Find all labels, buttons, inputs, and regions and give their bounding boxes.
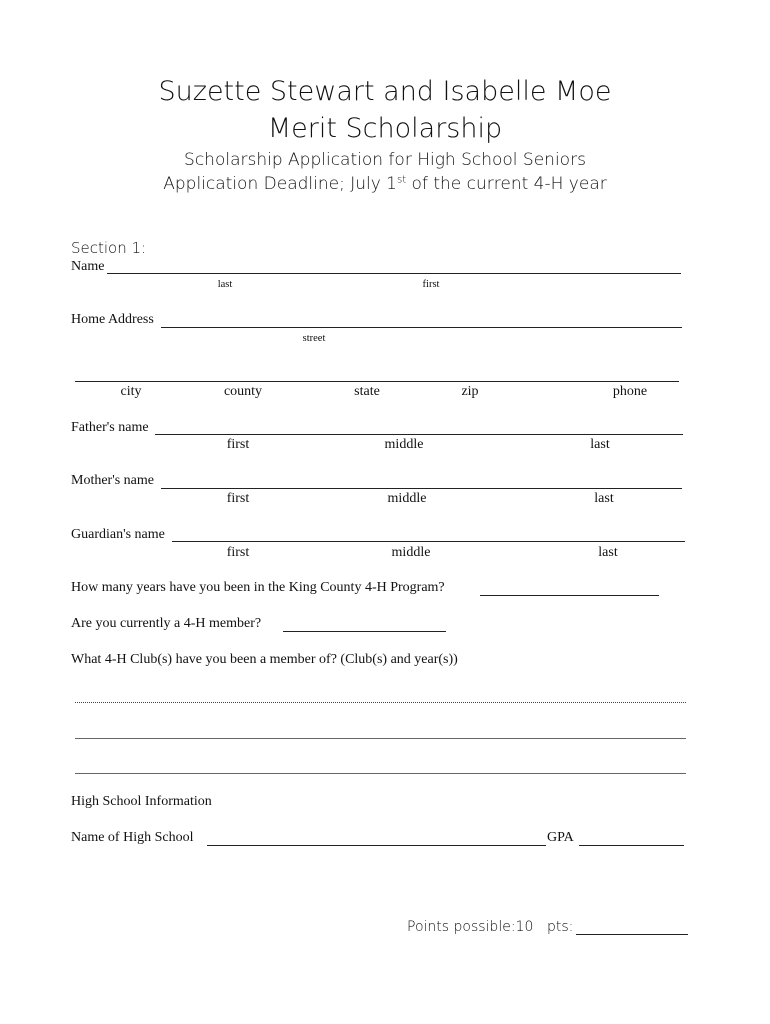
home-address-field[interactable]	[161, 327, 682, 328]
high-school-name-label: Name of High School	[71, 830, 194, 845]
pts-label: pts:	[547, 919, 574, 935]
title-line-2: Merit Scholarship	[267, 113, 503, 144]
guardian-name-field[interactable]	[172, 541, 685, 542]
points-possible: Points possible:10	[407, 919, 534, 935]
home-address-label: Home Address	[71, 312, 154, 327]
clubs-answer-line-2[interactable]	[75, 738, 686, 739]
title-line-1: Suzette Stewart and Isabelle Moe	[158, 76, 612, 107]
deadline-text-post: of the current 4-H year	[406, 174, 607, 194]
address-sub-city: city	[120, 384, 142, 399]
member-question: Are you currently a 4-H member?	[71, 616, 262, 631]
mother-name-label: Mother's name	[71, 473, 155, 488]
address-sub-phone: phone	[612, 384, 648, 399]
name-sub-last: last	[217, 279, 233, 290]
gpa-label: GPA	[547, 830, 574, 845]
guardian-sub-first: first	[226, 545, 250, 560]
mother-sub-middle: middle	[387, 491, 427, 506]
guardian-sub-middle: middle	[391, 545, 431, 560]
high-school-name-field[interactable]	[207, 845, 546, 846]
name-sub-first: first	[422, 279, 440, 290]
gpa-field[interactable]	[579, 845, 684, 846]
member-answer-field[interactable]	[283, 631, 446, 632]
address-sub-county: county	[223, 384, 263, 399]
clubs-answer-line-1[interactable]	[75, 702, 686, 703]
mother-name-field[interactable]	[161, 488, 682, 489]
mother-sub-first: first	[226, 491, 250, 506]
deadline-text: Application Deadline; July 1	[163, 174, 397, 194]
pts-field[interactable]	[576, 934, 688, 935]
address-sub-state: state	[354, 384, 380, 399]
clubs-answer-line-3[interactable]	[75, 773, 686, 774]
address-line-2-field[interactable]	[75, 381, 679, 382]
mother-sub-last: last	[594, 491, 614, 506]
home-address-sub-street: street	[302, 333, 326, 344]
father-name-label: Father's name	[71, 420, 149, 435]
father-sub-first: first	[226, 437, 250, 452]
father-name-field[interactable]	[155, 434, 683, 435]
section-label: Section 1:	[71, 239, 147, 257]
name-field[interactable]	[107, 273, 681, 274]
years-answer-field[interactable]	[480, 595, 659, 596]
father-sub-middle: middle	[384, 437, 424, 452]
guardian-sub-last: last	[598, 545, 618, 560]
name-label: Name	[71, 259, 105, 274]
guardian-name-label: Guardian's name	[71, 527, 165, 542]
years-question: How many years have you been in the King County 4-H Program?	[71, 580, 445, 595]
clubs-question: What 4-H Club(s) have you been a member of? (Club(s) and year(s))	[71, 652, 458, 667]
address-sub-zip: zip	[461, 384, 479, 399]
high-school-heading: High School Information	[71, 794, 212, 809]
subtitle-line-2	[0, 174, 770, 194]
father-sub-last: last	[590, 437, 610, 452]
deadline-sup: st	[397, 174, 407, 186]
subtitle-line-1: Scholarship Application for High School Seniors	[184, 150, 586, 170]
